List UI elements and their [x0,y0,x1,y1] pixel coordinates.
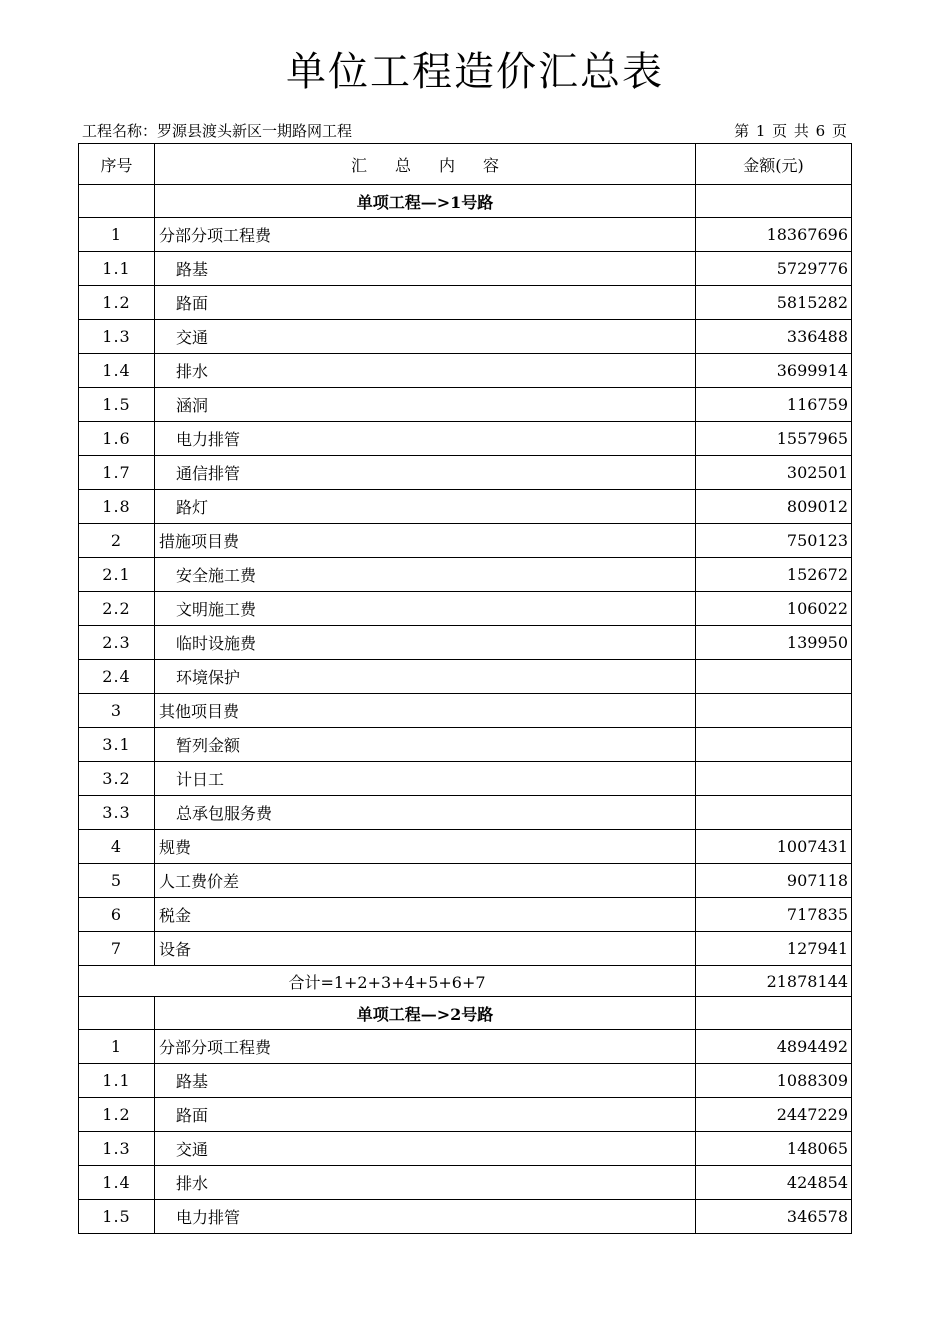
table-row [79,932,852,966]
item-number: 1.6 [79,422,155,456]
table-row [79,558,852,592]
item-name: 计日工 [155,762,696,796]
item-name: 环境保护 [155,660,696,694]
page-title: 单位工程造价汇总表 [286,49,664,95]
item-amount: 148065 [696,1132,852,1166]
item-amount: 2447229 [696,1098,852,1132]
section-header-row [79,997,852,1030]
item-name: 交通 [155,320,696,354]
item-number: 2.3 [79,626,155,660]
item-name: 总承包服务费 [155,796,696,830]
header-amount: 金额(元) [696,144,852,185]
item-name: 路基 [155,252,696,286]
item-name: 设备 [155,932,696,966]
item-number: 1.3 [79,320,155,354]
table-row [79,354,852,388]
section-title: 单项工程—>1号路 [155,185,696,218]
table-row [79,286,852,320]
table-row [79,524,852,558]
table-row [79,1098,852,1132]
item-amount: 5815282 [696,286,852,320]
project-name: 工程名称：罗源县渡头新区一期路网工程 [82,122,353,140]
section-no-cell [79,997,155,1030]
table-row [79,1030,852,1064]
item-amount: 18367696 [696,218,852,252]
table-row [79,1200,852,1234]
item-number: 1.3 [79,1132,155,1166]
item-amount: 116759 [696,388,852,422]
item-number: 3.1 [79,728,155,762]
table-row [79,626,852,660]
item-number: 7 [79,932,155,966]
item-name: 涵洞 [155,388,696,422]
item-number: 5 [79,864,155,898]
section-amount-cell [696,185,852,218]
item-amount: 1557965 [696,422,852,456]
item-amount: 750123 [696,524,852,558]
table-row [79,694,852,728]
item-number: 3.3 [79,796,155,830]
item-number: 1 [79,218,155,252]
item-number: 1.4 [79,354,155,388]
page-indicator: 第 1 页 共 6 页 [734,122,848,140]
item-number: 6 [79,898,155,932]
item-amount: 1007431 [696,830,852,864]
item-number: 2 [79,524,155,558]
table-row [79,864,852,898]
item-name: 税金 [155,898,696,932]
table-row [79,796,852,830]
header-content: 汇总内容 [155,144,696,185]
item-number: 1.4 [79,1166,155,1200]
item-amount: 809012 [696,490,852,524]
total-amount: 21878144 [696,966,852,997]
item-amount: 152672 [696,558,852,592]
item-number: 4 [79,830,155,864]
table-row [79,830,852,864]
table-row [79,218,852,252]
item-amount: 907118 [696,864,852,898]
item-number: 2.4 [79,660,155,694]
item-number: 3 [79,694,155,728]
item-name: 其他项目费 [155,694,696,728]
cost-summary-table [78,143,852,1234]
table-row [79,490,852,524]
item-amount [696,762,852,796]
total-row [79,966,852,997]
item-name: 分部分项工程费 [155,1030,696,1064]
item-amount: 5729776 [696,252,852,286]
item-number: 1.2 [79,286,155,320]
table-row [79,762,852,796]
item-amount: 346578 [696,1200,852,1234]
table-row [79,728,852,762]
item-amount [696,660,852,694]
item-amount: 1088309 [696,1064,852,1098]
item-number: 1.1 [79,1064,155,1098]
item-number: 1.2 [79,1098,155,1132]
section-title: 单项工程—>2号路 [155,997,696,1030]
item-amount: 3699914 [696,354,852,388]
item-name: 安全施工费 [155,558,696,592]
item-name: 路基 [155,1064,696,1098]
section-no-cell [79,185,155,218]
table-row [79,422,852,456]
item-number: 3.2 [79,762,155,796]
item-name: 路面 [155,286,696,320]
item-name: 人工费价差 [155,864,696,898]
item-amount: 139950 [696,626,852,660]
item-number: 2.1 [79,558,155,592]
item-name: 规费 [155,830,696,864]
item-number: 1.5 [79,388,155,422]
item-name: 路面 [155,1098,696,1132]
item-name: 排水 [155,1166,696,1200]
item-amount [696,796,852,830]
table-row [79,1064,852,1098]
table-row [79,898,852,932]
item-name: 通信排管 [155,456,696,490]
item-name: 措施项目费 [155,524,696,558]
item-amount: 424854 [696,1166,852,1200]
item-name: 分部分项工程费 [155,218,696,252]
item-number: 1 [79,1030,155,1064]
item-name: 暂列金额 [155,728,696,762]
header-no: 序号 [79,144,155,185]
table-row [79,388,852,422]
item-name: 临时设施费 [155,626,696,660]
item-name: 文明施工费 [155,592,696,626]
item-number: 1.7 [79,456,155,490]
item-amount: 336488 [696,320,852,354]
item-number: 1.8 [79,490,155,524]
table-header-row [79,144,852,185]
item-amount [696,694,852,728]
table-row [79,252,852,286]
item-name: 电力排管 [155,422,696,456]
item-number: 1.5 [79,1200,155,1234]
item-name: 电力排管 [155,1200,696,1234]
item-amount: 302501 [696,456,852,490]
table-row [79,320,852,354]
item-amount: 127941 [696,932,852,966]
total-label: 合计=1+2+3+4+5+6+7 [79,966,696,997]
item-number: 1.1 [79,252,155,286]
section-header-row [79,185,852,218]
item-amount [696,728,852,762]
item-amount: 4894492 [696,1030,852,1064]
item-number: 2.2 [79,592,155,626]
section-amount-cell [696,997,852,1030]
item-name: 排水 [155,354,696,388]
table-row [79,592,852,626]
item-name: 路灯 [155,490,696,524]
table-row [79,1166,852,1200]
table-row [79,456,852,490]
item-amount: 106022 [696,592,852,626]
item-amount: 717835 [696,898,852,932]
table-row [79,1132,852,1166]
item-name: 交通 [155,1132,696,1166]
table-row [79,660,852,694]
